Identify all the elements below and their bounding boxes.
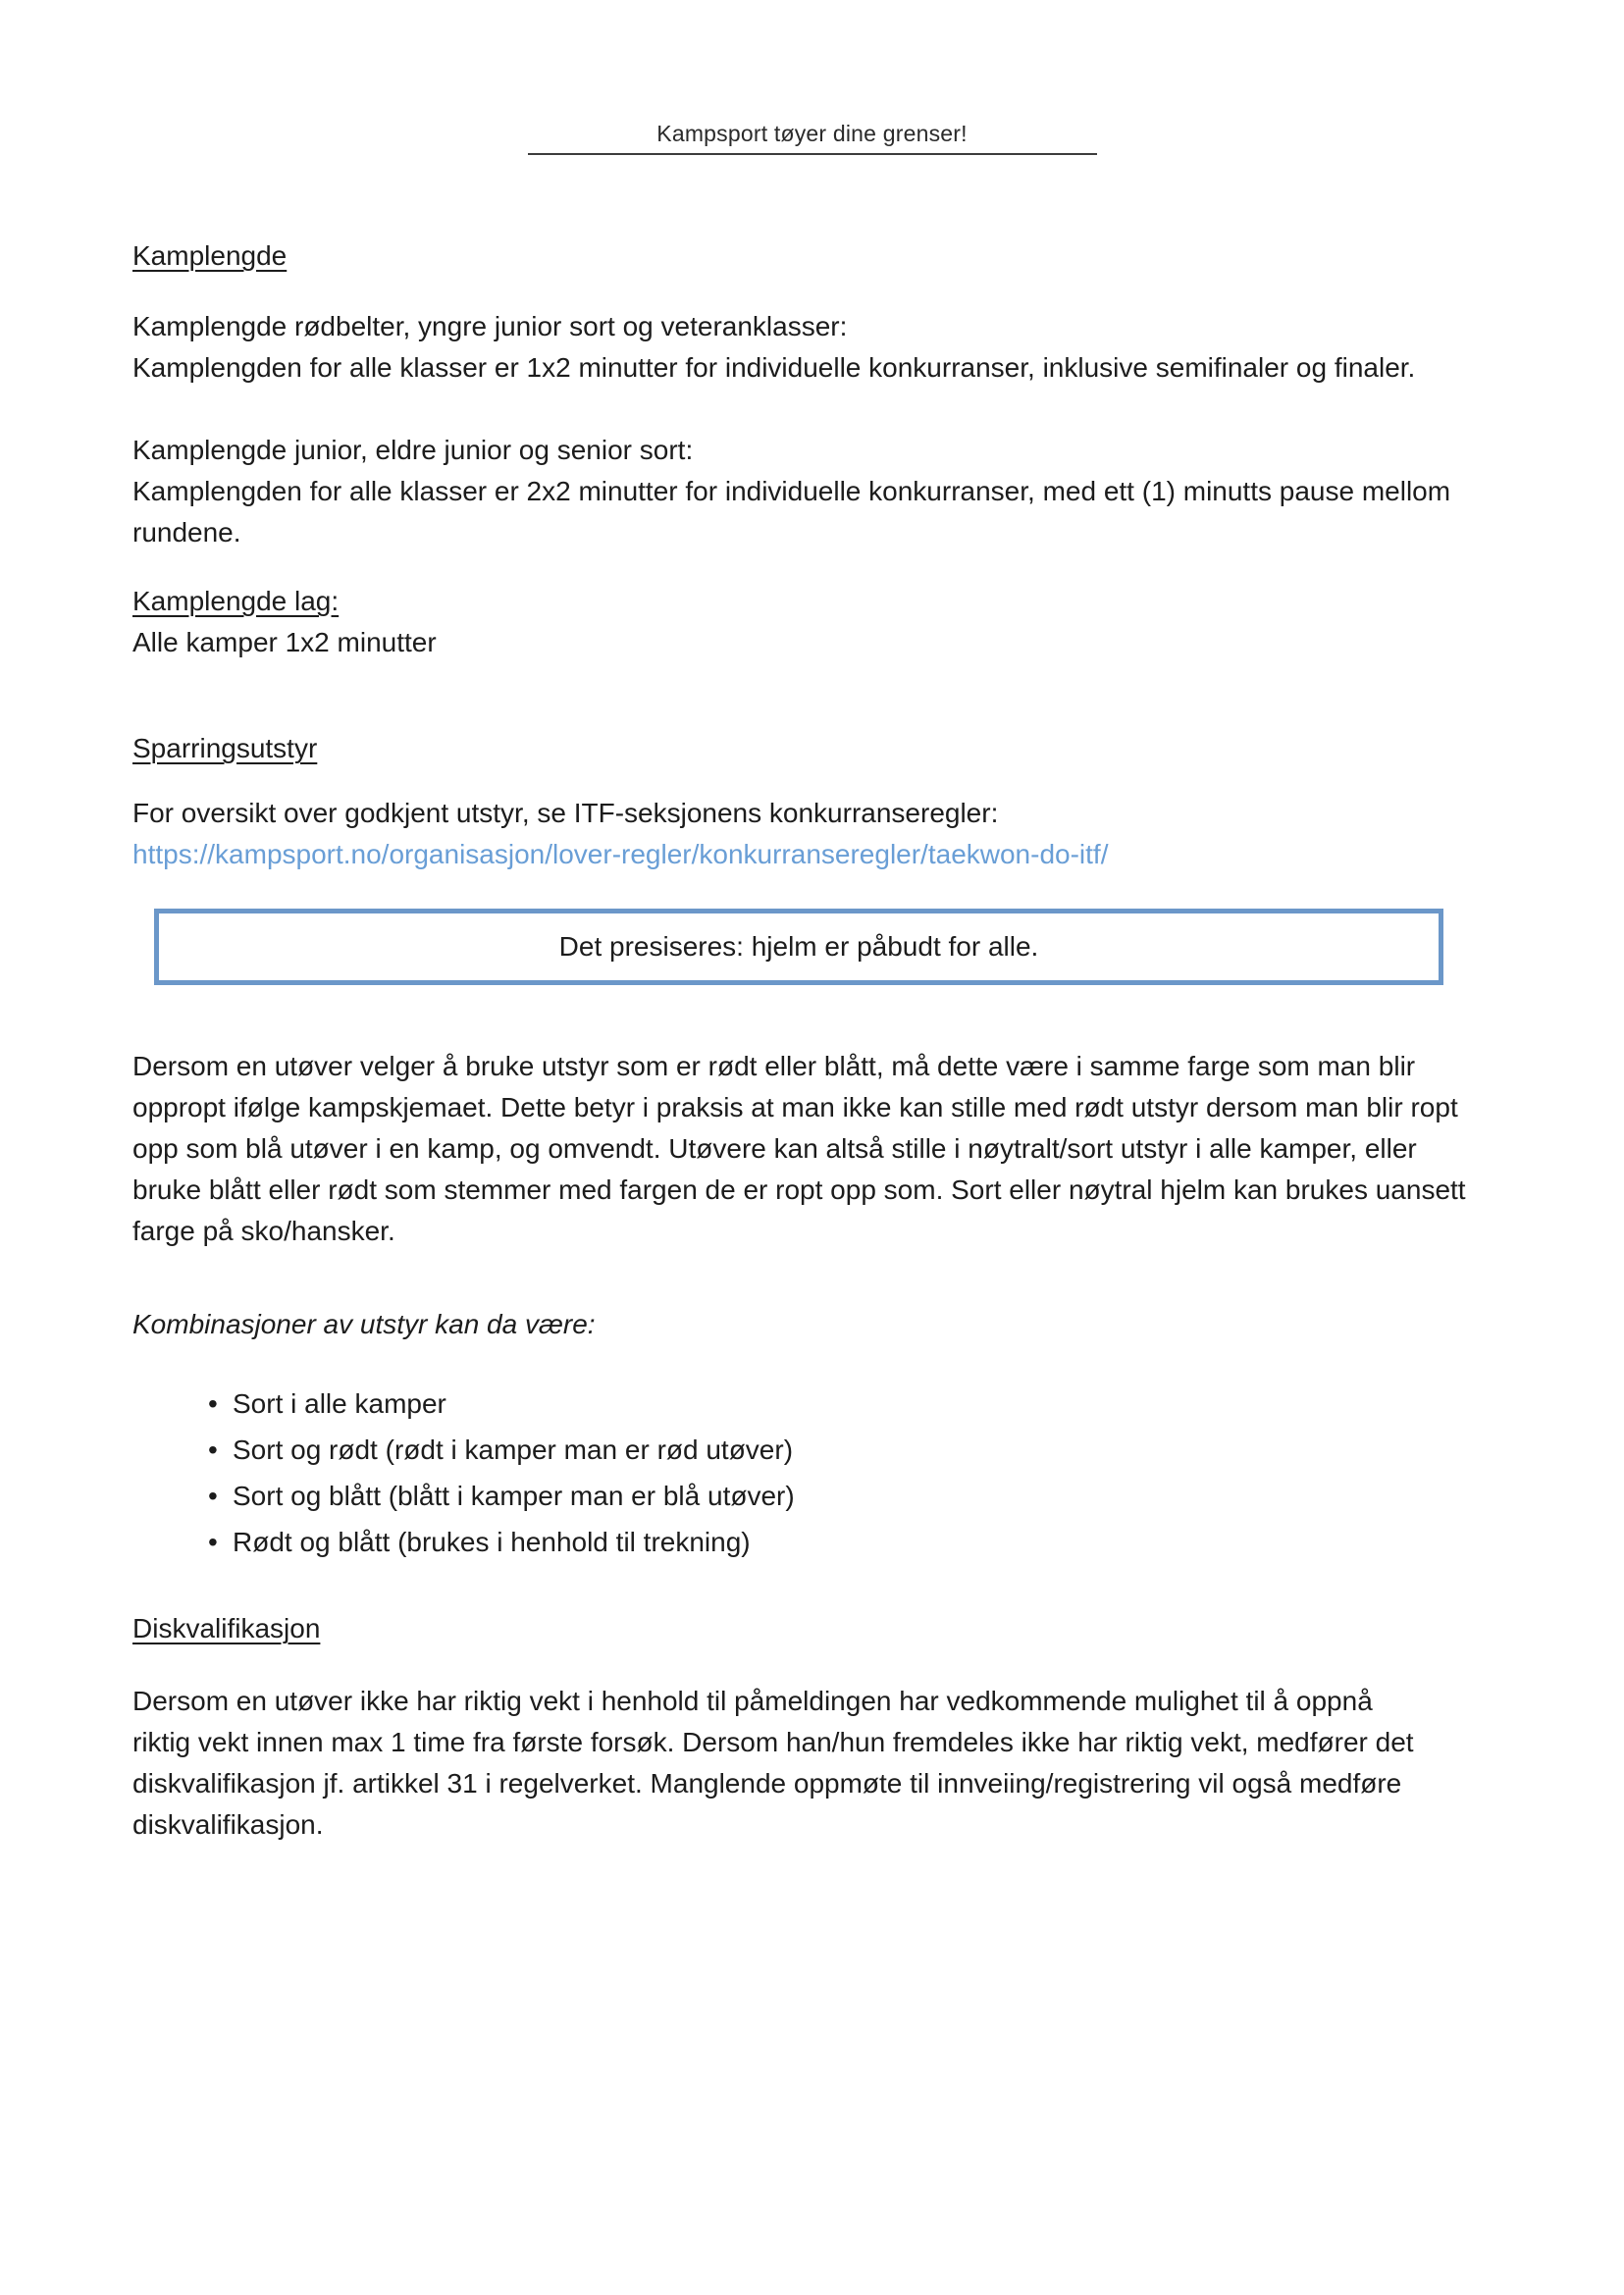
kamplengde-lag-block <box>132 581 1492 663</box>
section-heading-diskvalifikasjon: Diskvalifikasjon <box>132 1613 321 1643</box>
section-heading-kamplengde: Kamplengde <box>132 240 288 271</box>
konkurranseregler-link[interactable]: https://kampsport.no/organisasjon/lover-regler/konkurranseregler/taekwon-do-itf/ <box>132 839 1109 869</box>
subheading-kamplengde-lag: Kamplengde lag: <box>132 586 340 616</box>
combo-list-item: • Sort og rødt (rødt i kamper man er rød utøver) <box>208 1430 1492 1471</box>
paragraph-kamplengde-2-lead: Kamplengde junior, eldre junior og senior sort: <box>132 435 694 465</box>
paragraph-kamplengde-2 <box>132 430 1492 553</box>
paragraph-kamplengde-1-body: Kamplengden for alle klasser er 1x2 minutter for individuelle konkurranser, inklusive semifinaler og finaler. <box>132 352 1416 383</box>
page-header <box>132 0 1492 155</box>
paragraph-kamplengde-1-lead: Kamplengde rødbelter, yngre junior sort og veteranklasser: <box>132 311 848 341</box>
combo-list <box>132 1383 1492 1563</box>
helmet-notice-text: Det presiseres: hjelm er påbudt for alle. <box>558 931 1039 962</box>
helmet-notice-box <box>154 909 1443 985</box>
paragraph-diskvalifikasjon: Dersom en utøver ikke har riktig vekt i henhold til påmeldingen har vedkommende mulighet til å oppnå riktig vekt innen max 1 time fra første forsøk. Dersom han/hun fremdeles ikke har riktig vekt, medfører det diskvalifikasjon jf. artikkel 31 i regelverket. Manglende oppmøte til innveiing/registrering vil også medføre diskvalifikasjon. <box>132 1686 1414 1840</box>
kamplengde-lag-text: Alle kamper 1x2 minutter <box>132 627 437 657</box>
paragraph-kamplengde-2-body: Kamplengden for alle klasser er 2x2 minutter for individuelle konkurranser, med ett (1) minutts pause mellom rundene. <box>132 476 1451 548</box>
sparringsutstyr-intro-text: For oversikt over godkjent utstyr, se ITF-seksjonens konkurranseregler: <box>132 798 999 828</box>
sparringsutstyr-intro-block <box>132 793 1492 875</box>
combo-intro-text: Kombinasjoner av utstyr kan da være: <box>132 1309 596 1339</box>
combo-list-item: • Sort i alle kamper <box>208 1383 1492 1425</box>
combo-list-item: • Rødt og blått (brukes i henhold til trekning) <box>208 1522 1492 1563</box>
section-heading-sparringsutstyr: Sparringsutstyr <box>132 733 318 763</box>
header-divider <box>528 153 1097 155</box>
paragraph-equipment-colors: Dersom en utøver velger å bruke utstyr som er rødt eller blått, må dette være i samme farge som man blir oppropt ifølge kampskjemaet. Dette betyr i praksis at man ikke kan stille med rødt utstyr dersom man blir ropt opp som blå utøver i en kamp, og omvendt. Utøvere kan altså stille i nøytralt/sort utstyr i alle kamper, eller bruke blått eller rødt som stemmer med fargen de er ropt opp som. Sort eller nøytral hjelm kan brukes uansett farge på sko/hansker. <box>132 1051 1466 1246</box>
combo-list-item: • Sort og blått (blått i kamper man er blå utøver) <box>208 1476 1492 1517</box>
header-tagline: Kampsport tøyer dine grenser! <box>656 121 968 146</box>
paragraph-kamplengde-1 <box>132 306 1492 389</box>
